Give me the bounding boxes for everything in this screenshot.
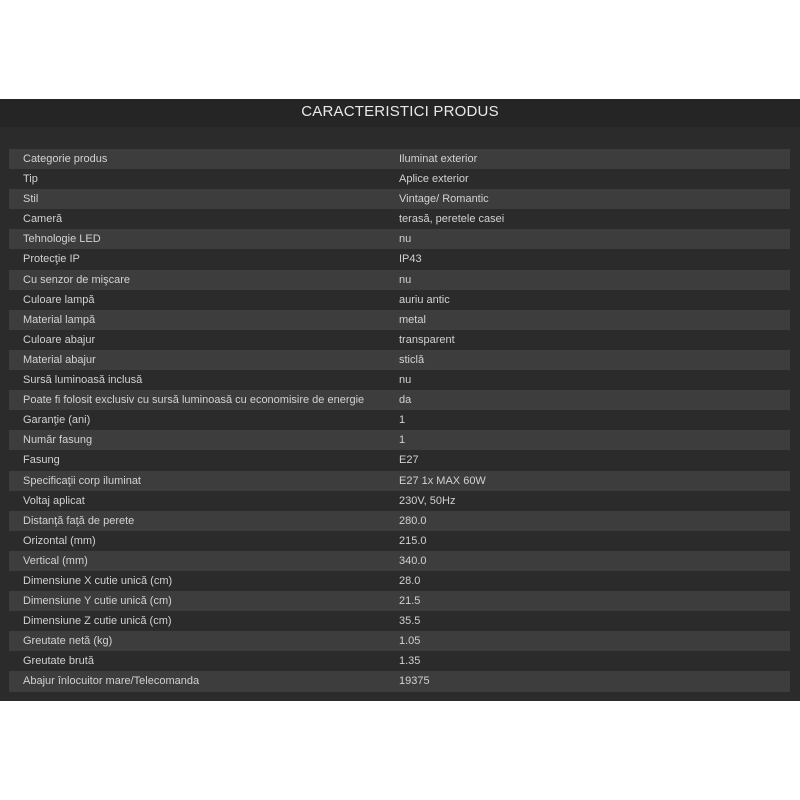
spec-label: Protecţie IP <box>23 253 80 266</box>
spec-value: 1.05 <box>399 635 421 648</box>
spec-value: sticlă <box>399 353 425 366</box>
spec-value: 340.0 <box>399 554 427 567</box>
table-row <box>9 270 790 290</box>
spec-value: 21.5 <box>399 595 421 608</box>
table-row <box>9 611 790 631</box>
spec-value: 1 <box>399 414 406 427</box>
spec-label: Material abajur <box>23 353 96 366</box>
spec-label: Dimensiune X cutie unică (cm) <box>23 574 173 587</box>
spec-label: Culoare lampă <box>23 293 95 306</box>
spec-label: Greutate netă (kg) <box>23 635 113 648</box>
spec-value: 1.35 <box>399 655 421 668</box>
table-row <box>9 330 790 350</box>
spec-label: Specificaţii corp iluminat <box>23 474 141 487</box>
table-row <box>9 290 790 310</box>
spec-label: Voltaj aplicat <box>23 494 85 507</box>
table-row <box>9 350 790 370</box>
spec-value: Vintage/ Romantic <box>399 193 489 206</box>
table-row <box>9 471 790 491</box>
spec-value: E27 <box>399 454 419 467</box>
spec-label: Dimensiune Y cutie unică (cm) <box>23 595 172 608</box>
table-row <box>9 651 790 671</box>
table-row <box>9 169 790 189</box>
spec-label: Material lampă <box>23 313 96 326</box>
table-row <box>9 591 790 611</box>
spec-value: nu <box>399 374 412 387</box>
spec-label: Abajur înlocuitor mare/Telecomanda <box>23 675 200 688</box>
table-row <box>9 511 790 531</box>
spec-value: 28.0 <box>399 574 421 587</box>
spec-label: Garanţie (ani) <box>23 414 91 427</box>
spec-label: Stil <box>23 193 39 206</box>
spec-label: Orizontal (mm) <box>23 534 96 547</box>
table-row <box>9 310 790 330</box>
product-specs-panel <box>0 99 800 701</box>
spec-value: terasă, peretele casei <box>399 213 505 226</box>
spec-label: Tip <box>23 173 38 186</box>
spec-value: IP43 <box>399 253 422 266</box>
spec-value: Iluminat exterior <box>399 153 478 165</box>
spec-value: 280.0 <box>399 514 427 527</box>
spec-label: Dimensiune Z cutie unică (cm) <box>23 615 172 628</box>
spec-value: nu <box>399 233 412 246</box>
section-title: CARACTERISTICI PRODUS <box>0 99 800 127</box>
table-row <box>9 430 790 450</box>
spec-label: Cameră <box>23 213 63 226</box>
table-row <box>9 450 790 470</box>
spec-value: da <box>399 394 412 407</box>
spec-label: Greutate brută <box>23 655 94 668</box>
table-row <box>9 631 790 651</box>
spec-value: 35.5 <box>399 615 421 628</box>
spec-label: Vertical (mm) <box>23 554 88 567</box>
spec-value: auriu antic <box>399 293 450 306</box>
spec-label: Sursă luminoasă inclusă <box>23 374 143 387</box>
spec-value: 1 <box>399 434 406 447</box>
spec-value: 19375 <box>399 675 430 688</box>
table-row <box>9 671 790 691</box>
spec-value: nu <box>399 273 412 286</box>
spec-value: E27 1x MAX 60W <box>399 474 486 487</box>
table-row <box>9 491 790 511</box>
table-row <box>9 370 790 390</box>
spec-label: Distanţă faţă de perete <box>23 514 135 527</box>
spec-value: transparent <box>399 333 455 346</box>
table-row <box>9 390 790 410</box>
spec-label: Culoare abajur <box>23 333 96 346</box>
specs-table <box>9 149 790 692</box>
spec-label: Cu senzor de mişcare <box>23 273 130 286</box>
table-row <box>9 209 790 229</box>
spec-label: Poate fi folosit exclusiv cu sursă luminoasă cu economisire de energie <box>23 394 365 407</box>
spec-value: 215.0 <box>399 534 427 547</box>
table-row <box>9 149 790 169</box>
spec-label: Categorie produs <box>23 153 108 165</box>
spec-value: metal <box>399 313 426 326</box>
spec-label: Fasung <box>23 454 60 467</box>
table-row <box>9 189 790 209</box>
table-row <box>9 410 790 430</box>
spec-value: Aplice exterior <box>399 173 469 186</box>
table-row <box>9 229 790 249</box>
table-row <box>9 571 790 591</box>
spec-label: Tehnologie LED <box>23 233 101 246</box>
table-row <box>9 551 790 571</box>
table-row <box>9 531 790 551</box>
spec-value: 230V, 50Hz <box>399 494 456 507</box>
spec-label: Număr fasung <box>23 434 93 447</box>
table-row <box>9 249 790 269</box>
